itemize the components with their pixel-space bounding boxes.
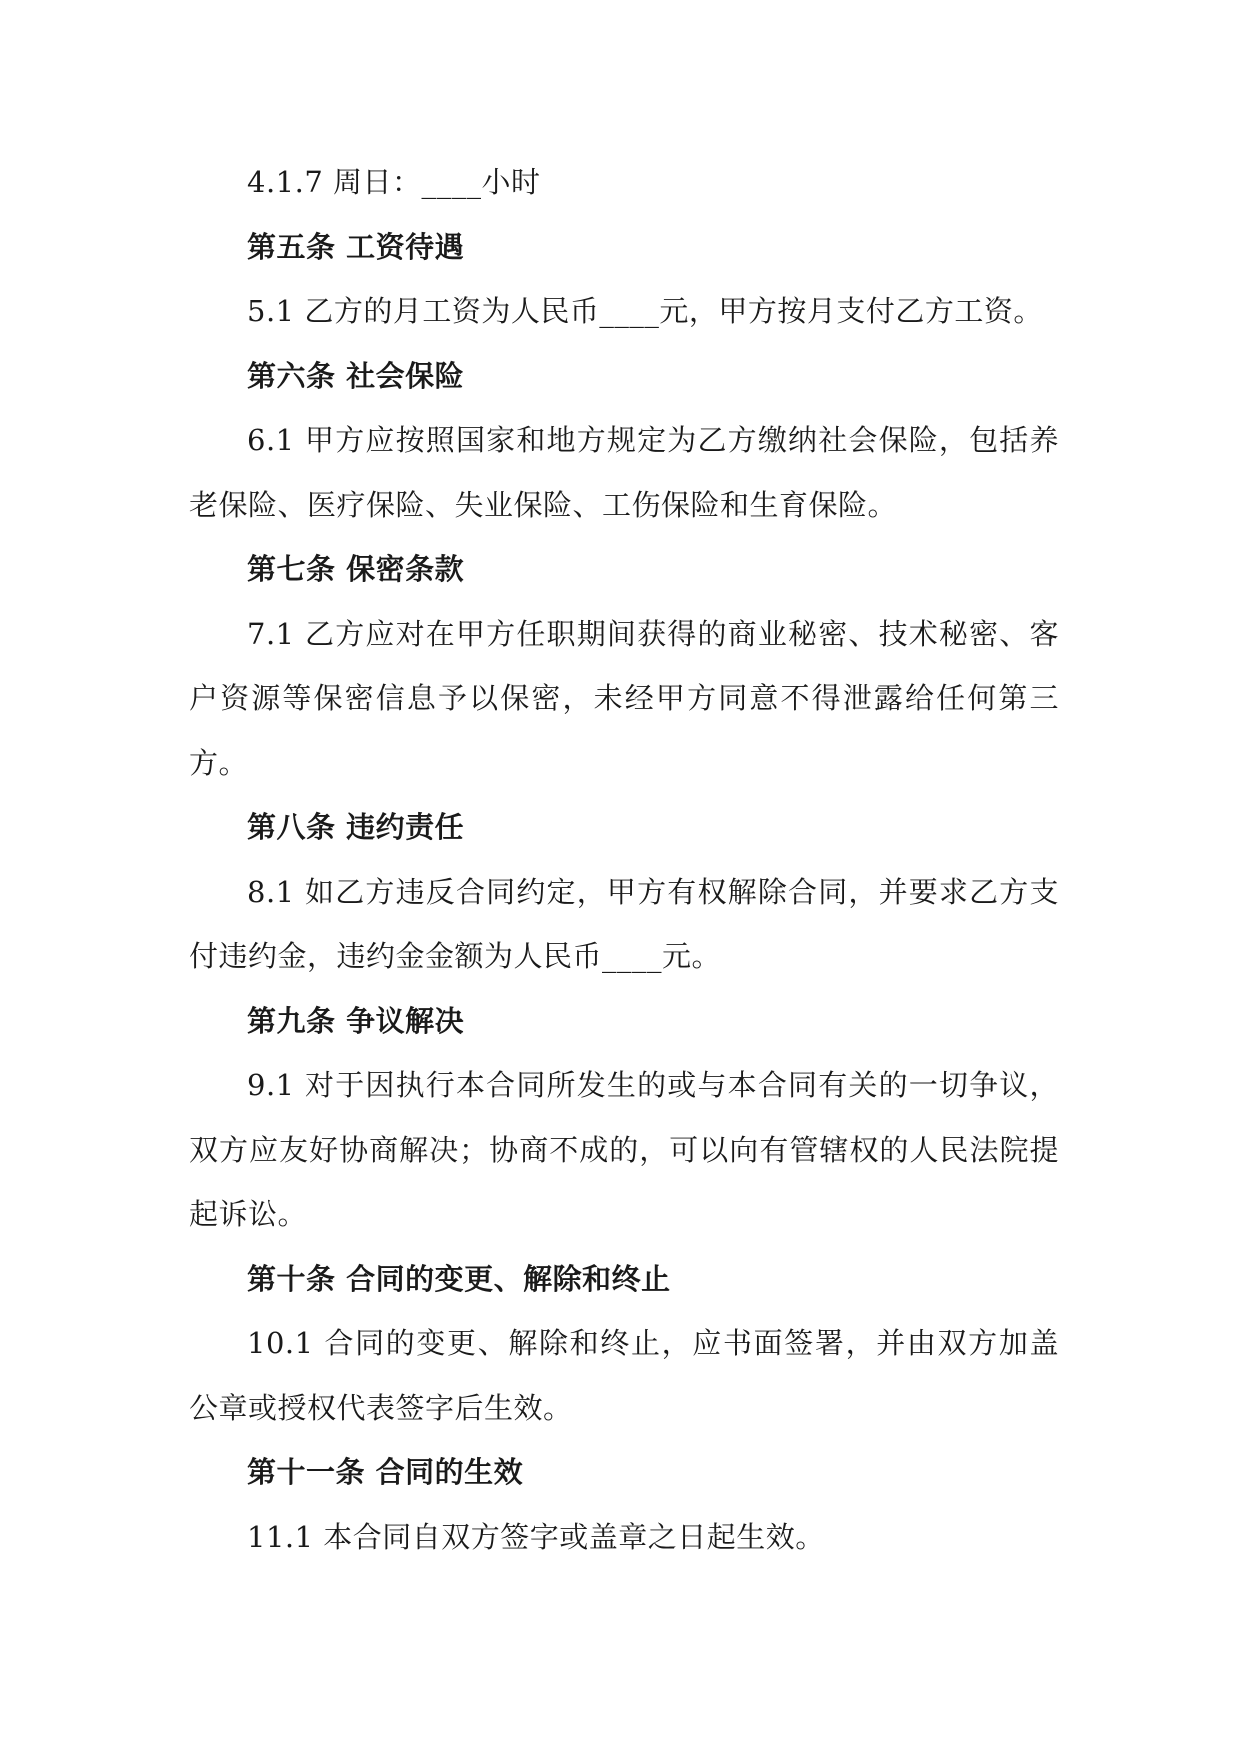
heading-article-9: 第九条 争议解决 <box>247 1003 465 1038</box>
clause-11-1: 11.1 本合同自双方签字或盖章之日起生效。 <box>247 1519 825 1554</box>
heading-article-7: 第七条 保密条款 <box>247 552 465 586</box>
clause-9-1: 9.1 对于因执行本合同所发生的或与本合同有关的一切争议，双方应友好协商解决；协商不成的，可以向有管辖权的人民法院提起诉讼。 <box>189 1068 1059 1231</box>
heading-article-8: 第八条 违约责任 <box>247 810 465 844</box>
clause-10-1: 10.1 合同的变更、解除和终止，应书面签署，并由双方加盖公章或授权代表签字后生效。 <box>189 1326 1059 1425</box>
clause-5-1: 5.1 乙方的月工资为人民币____元，甲方按月支付乙方工资。 <box>247 294 1043 328</box>
clause-8-1: 8.1 如乙方违反合同约定，甲方有权解除合同，并要求乙方支付违约金，违约金金额为人民币____元。 <box>189 874 1059 973</box>
heading-article-5: 第五条 工资待遇 <box>247 229 465 264</box>
heading-article-6: 第六条 社会保险 <box>247 358 465 393</box>
clause-7-1: 7.1 乙方应对在甲方任职期间获得的商业秘密、技术秘密、客户资源等保密信息予以保密，未经甲方同意不得泄露给任何第三方。 <box>189 616 1059 780</box>
clause-6-1: 6.1 甲方应按照国家和地方规定为乙方缴纳社会保险，包括养老保险、医疗保险、失业保险、工伤保险和生育保险。 <box>189 423 1059 522</box>
document-page <box>189 150 1059 1569</box>
heading-article-10: 第十条 合同的变更、解除和终止 <box>247 1261 671 1296</box>
clause-4-1-7: 4.1.7 周日：____小时 <box>247 165 541 199</box>
heading-article-11: 第十一条 合同的生效 <box>247 1455 524 1489</box>
